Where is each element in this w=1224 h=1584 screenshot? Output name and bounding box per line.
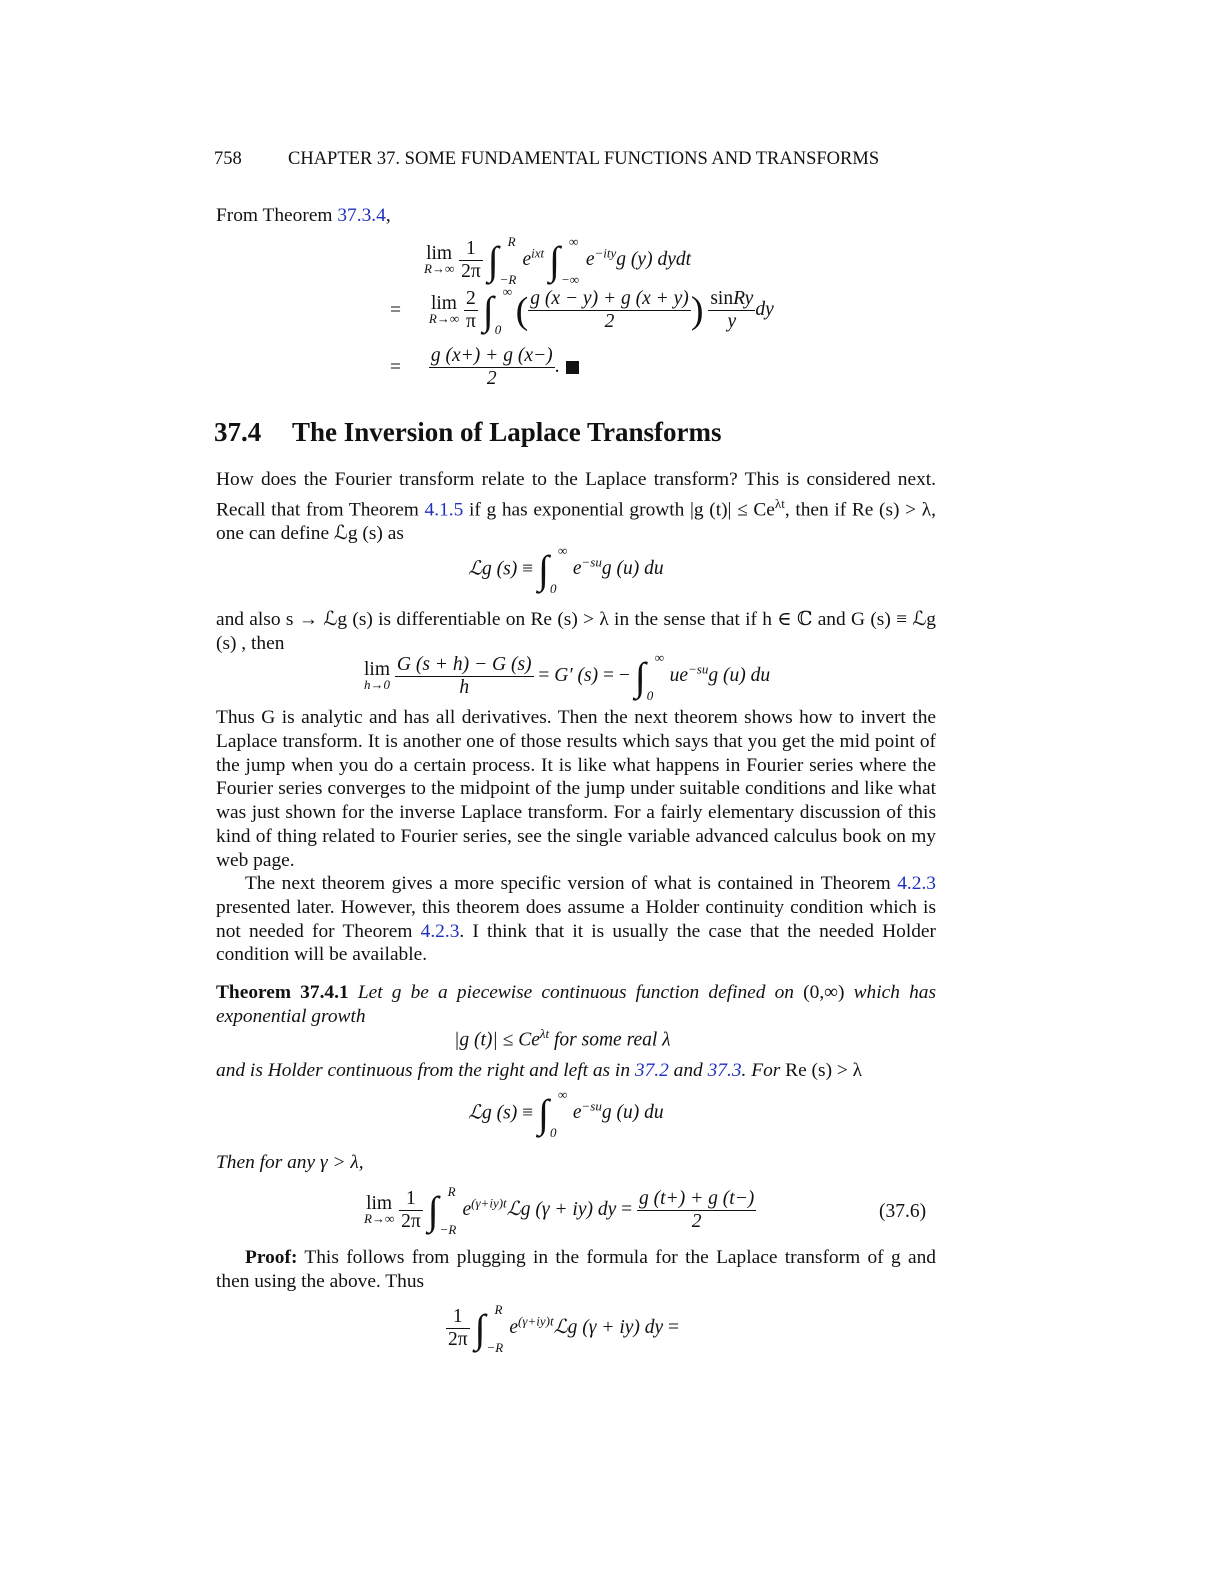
ref-theorem-4-2-3-b[interactable]: 4.2.3 [420,920,460,942]
then-for-any-line: Then for any γ > λ, [216,1152,364,1173]
proof-paragraph [216,1246,936,1294]
integral-sign: ∫ R −R [427,1183,457,1237]
laplace-definition-equation: ℒg (s) ≡ ∫ ∞ 0 $e^{-su}g$ (u) du [468,543,664,596]
holder-condition-line [216,1059,936,1083]
theorem-statement [216,981,936,1029]
fraction-1-over-2pi: $\frac{1}{2\pi}$ [401,1188,421,1232]
para1-text-a: How does the Fourier transform relate to the Laplace transform? This is considered next. Recall that from Theorem [216,469,936,521]
limit-operator: lim R→∞ [364,1192,395,1226]
growth-condition [454,1026,671,1052]
growth-tail: for some real λ [549,1029,671,1051]
integral-sign: ∫ ∞ −∞ [548,233,580,287]
integral-sign: ∫ ∞ 0 [634,649,664,703]
proof-label: Proof: [245,1247,298,1268]
para4-text-b: presented later. However, this theorem does assume a Holder continuity condition which is not needed for Theorem [216,896,936,942]
limit-operator: lim R→∞ [428,292,460,326]
ref-theorem-4-1-5[interactable]: 4.1.5 [424,499,464,521]
growth-superscript: λt [539,1026,550,1041]
intro-tail: , [385,205,391,226]
section-title: The Inversion of Laplace Transforms [292,417,722,447]
laplace-definition-equation-2: ℒg (s) ≡ ∫ ∞ 0 $e^{-su}g$ (u) du [468,1087,664,1140]
theorem-text-a: Let g be a piecewise continuous function defined on [348,982,804,1003]
growth-eq: |g (t)| ≤ Ce [454,1029,540,1051]
paragraph-3: Thus G is analytic and has all derivatives. Then the next theorem shows how to invert the Laplace transform. It is another one of those results which says that you get the mid point of the jump when you do a certain process. It is like what happens in Fourier series where the Fourier series converges to the midpoint of the jump under suitable conditions and like what was just shown for the inverse Laplace transform. For a fairly elementary discussion of this kind of thing related to Fourier series, see the single variable advanced calculus book on my web page. [216,707,936,871]
theorem-interval: (0,∞) [803,982,845,1003]
theorem-label: Theorem 37.4.1 [216,982,349,1003]
theorem-text-b: which has exponential growth [216,982,937,1027]
holder-text-a: and is Holder continuous from the right and left as in [216,1060,635,1081]
paragraph-4 [216,872,936,967]
integral-sign: ∫ ∞ 0 [538,543,568,596]
para4-text-a: The next theorem gives a more specific version of what is contained in Theorem [245,873,898,894]
ref-theorem-4-2-3-a[interactable]: 4.2.3 [897,873,936,894]
ref-eq-37-3[interactable]: 37.3 [707,1060,742,1081]
holder-text-c: Re (s) > λ [785,1060,863,1081]
limit-operator: lim R→∞ [424,242,455,276]
section-number: 37.4 [214,417,262,447]
fraction-2-over-pi: $\frac{2}{\pi}$ [465,288,476,332]
paragraph-2: and also s → ℒg (s) is differentiable on Re (s) > λ in the sense that if h ∈ ℂ and G (s) ≡ ℒg (s) , then [216,609,936,654]
equation-line-3: = $\frac{g (x+) + g (x-)}{2}$ . [390,345,579,390]
integral-sign: ∫ R −R [474,1301,504,1355]
qed-square-icon [566,361,579,374]
fraction-midpoint-g: $\frac{g (x+) + g (x-)}{2}$ [430,345,553,389]
intro-text: From Theorem [216,205,338,226]
integral-sign: ∫ R −R [487,233,517,287]
integral-sign: ∫ ∞ 0 [482,283,512,337]
intro-line [216,204,936,228]
inversion-formula: lim R→∞ $\frac{1}{2\pi}$ ∫ R −R $e^{(\gamma+iy)t}ℒg$ (γ + iy) dy = $\frac{g (t+) + g (t-)}{2}$ [364,1183,755,1237]
fraction-midpoint-g-t: $\frac{g (t+) + g (t-)}{2}$ [639,1188,755,1232]
holder-text-b: . For [741,1060,786,1081]
ref-eq-37-2[interactable]: 37.2 [634,1060,669,1081]
limit-operator: lim h→0 [364,658,391,692]
ref-theorem-37-3-4[interactable]: 37.3.4 [337,205,386,226]
fraction-average-g: $\frac{g (x - y) + g (x + y)}{2}$ [530,288,689,332]
equation-line-1: lim R→∞ $\frac{1}{2\pi}$ ∫ R −R $e^{ixt}$ ∫ ∞ −∞ $e^{-ity}g$ (y) dydt [424,233,692,287]
para4-text-c: . I think that it is usually the case that the needed Holder condition will be available. [216,920,936,966]
integral-sign: ∫ ∞ 0 [538,1087,568,1140]
equation-line-2: = lim R→∞ $\frac{2}{\pi}$ ∫ ∞ 0 ( $\frac{g (x - y) + g (x + y)}{2}$ ) $\frac{\text{sinRy}}{y}$ dy [390,283,774,337]
holder-and: and [668,1060,708,1081]
fraction-sinRy-over-y: $\frac{\text{sinRy}}{y}$ [710,288,754,332]
page-number: 758 [214,149,242,169]
proof-text: This follows from plugging in the formula for the Laplace transform of g and then using the above. Thus [216,1247,936,1292]
para1-text-c: , then if Re (s) > λ, one can define ℒg (s) as [216,499,936,545]
paragraph-1 [216,468,936,546]
para1-text-b: if g has exponential growth |g (t)| ≤ Ce [463,499,775,521]
para1-superscript: λt [774,495,785,511]
fraction-1-over-2pi: $\frac{1}{2\pi}$ [461,238,481,282]
difference-quotient: $\frac{G (s + h) - G (s)}{h}$ [396,654,532,698]
fraction-1-over-2pi: $\frac{1}{2\pi}$ [448,1306,468,1350]
derivative-equation: lim h→0 $\frac{G (s + h) - G (s)}{h}$ = G′ (s) = − ∫ ∞ 0 $ue^{-su}g$ (u) du [364,649,771,703]
equation-number: (37.6) [879,1201,927,1222]
final-equation: $\frac{1}{2\pi}$ ∫ R −R $e^{(\gamma+iy)t}ℒg$ (γ + iy) dy = [448,1301,680,1355]
running-title: CHAPTER 37. SOME FUNDAMENTAL FUNCTIONS AND TRANSFORMS [288,149,880,169]
